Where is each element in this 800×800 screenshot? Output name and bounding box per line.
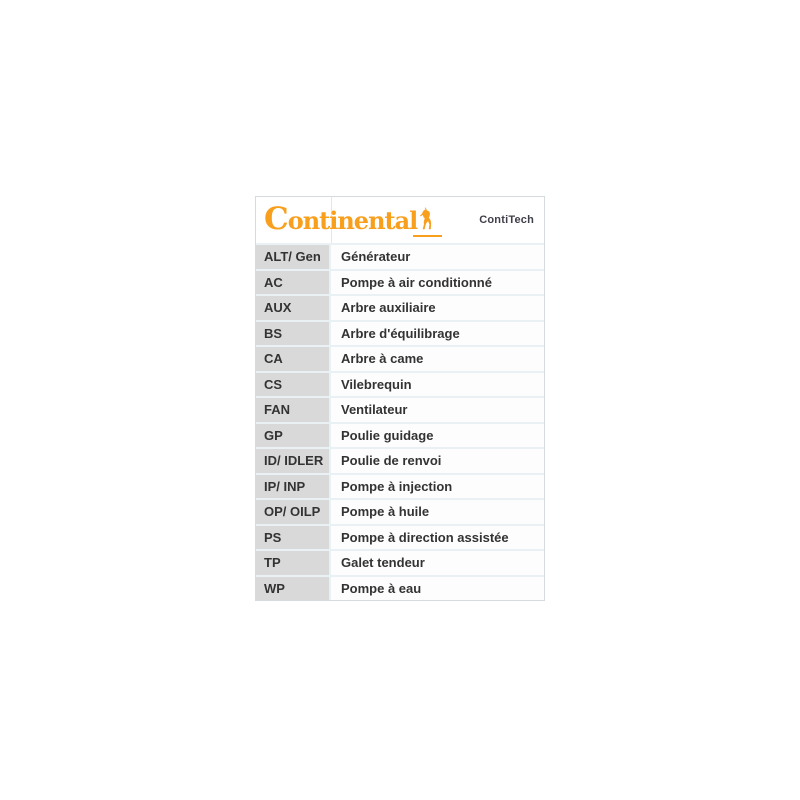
description-cell: Poulie guidage bbox=[331, 424, 544, 448]
description-cell: Galet tendeur bbox=[331, 551, 544, 575]
table-row bbox=[256, 524, 544, 550]
table-row bbox=[256, 575, 544, 601]
rearing-horse-icon bbox=[420, 207, 435, 235]
continental-logo bbox=[264, 201, 435, 237]
table-row bbox=[256, 320, 544, 346]
description-cell: Pompe à air conditionné bbox=[331, 271, 544, 295]
description-cell: Ventilateur bbox=[331, 398, 544, 422]
abbreviation-cell: ALT/ Gen bbox=[256, 245, 331, 269]
description-cell: Pompe à eau bbox=[331, 577, 544, 601]
contitech-logo: ContiTech bbox=[479, 214, 534, 226]
description-cell: Pompe à huile bbox=[331, 500, 544, 524]
abbreviation-cell: PS bbox=[256, 526, 331, 550]
abbreviation-cell: IP/ INP bbox=[256, 475, 331, 499]
abbreviation-cell: FAN bbox=[256, 398, 331, 422]
abbreviation-cell: GP bbox=[256, 424, 331, 448]
table-row bbox=[256, 549, 544, 575]
abbreviation-cell: AC bbox=[256, 271, 331, 295]
abbreviation-cell: TP bbox=[256, 551, 331, 575]
table-row bbox=[256, 473, 544, 499]
description-cell: Arbre auxiliaire bbox=[331, 296, 544, 320]
table-row bbox=[256, 345, 544, 371]
abbreviation-cell: CA bbox=[256, 347, 331, 371]
description-cell: Poulie de renvoi bbox=[331, 449, 544, 473]
abbreviation-cell: BS bbox=[256, 322, 331, 346]
table-row bbox=[256, 498, 544, 524]
abbreviation-cell: OP/ OILP bbox=[256, 500, 331, 524]
table-row bbox=[256, 447, 544, 473]
abbreviation-cell: ID/ IDLER bbox=[256, 449, 331, 473]
description-cell: Arbre à came bbox=[331, 347, 544, 371]
brand-header bbox=[256, 197, 544, 243]
table-row bbox=[256, 396, 544, 422]
table-row bbox=[256, 294, 544, 320]
abbreviation-table bbox=[256, 243, 544, 600]
abbreviation-cell: WP bbox=[256, 577, 331, 601]
description-cell: Pompe à direction assistée bbox=[331, 526, 544, 550]
abbreviation-cell: AUX bbox=[256, 296, 331, 320]
table-row bbox=[256, 269, 544, 295]
table-row bbox=[256, 422, 544, 448]
description-cell: Arbre d'équilibrage bbox=[331, 322, 544, 346]
glossary-panel bbox=[255, 196, 545, 601]
abbreviation-cell: CS bbox=[256, 373, 331, 397]
table-row bbox=[256, 243, 544, 269]
continental-wordmark: Continental bbox=[264, 201, 418, 237]
description-cell: Vilebrequin bbox=[331, 373, 544, 397]
description-cell: Générateur bbox=[331, 245, 544, 269]
description-cell: Pompe à injection bbox=[331, 475, 544, 499]
table-row bbox=[256, 371, 544, 397]
